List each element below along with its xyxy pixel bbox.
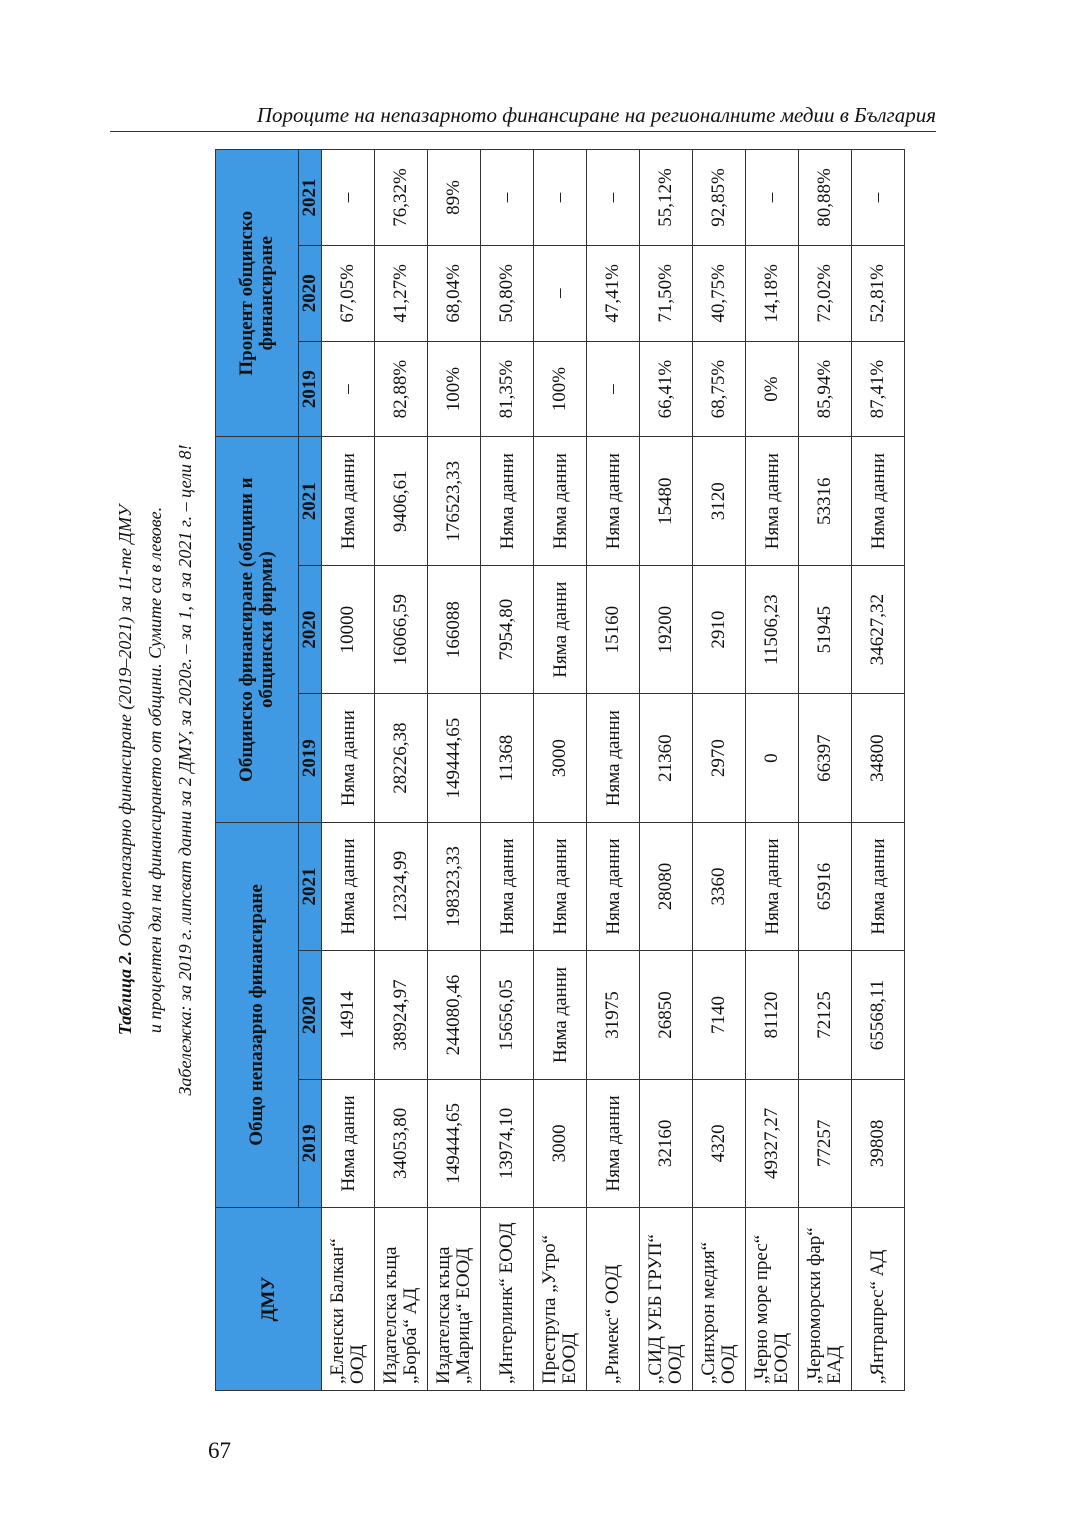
caption-title: Таблица 2. [115, 950, 135, 1036]
table-cell: 65568,11 [852, 951, 905, 1079]
running-head: Пороците на непазарното финансиране на регионалните медии в България [256, 103, 936, 127]
table-cell: Няма данни [587, 822, 640, 950]
header-row-groups [216, 150, 299, 1391]
table-cell: – [534, 150, 587, 246]
table-row [746, 150, 799, 1391]
table-cell: 50,80% [481, 245, 534, 341]
page-number: 67 [208, 1438, 231, 1463]
table-cell: Няма данни [852, 437, 905, 565]
table-cell: 12324,99 [375, 822, 428, 950]
table-cell: Няма данни [322, 437, 375, 565]
table-cell: 34627,32 [852, 565, 905, 693]
header-year: 2020 [299, 951, 322, 1079]
table-cell: 21360 [640, 694, 693, 822]
table-row [322, 150, 375, 1391]
header-rule [110, 131, 936, 132]
table-cell: 15160 [587, 565, 640, 693]
table-cell: 149444,65 [428, 1079, 481, 1207]
table-cell: Няма данни [746, 822, 799, 950]
table-cell: 7954,80 [481, 565, 534, 693]
table-cell: 3120 [693, 437, 746, 565]
table-cell: Няма данни [534, 822, 587, 950]
header-year: 2020 [299, 565, 322, 693]
table-cell: 65916 [799, 822, 852, 950]
table-row [428, 150, 481, 1391]
caption-line-2: и процентен дял на финансирането от общини. Сумите са в левове. [145, 506, 165, 1034]
table-cell: 0 [746, 694, 799, 822]
table-cell: 13974,10 [481, 1079, 534, 1207]
table-row [375, 150, 428, 1391]
table-cell: Няма данни [481, 437, 534, 565]
table-cell: 49327,27 [746, 1079, 799, 1207]
table-cell: 176523,33 [428, 437, 481, 565]
table-cell: Няма данни [534, 565, 587, 693]
table-cell: 77257 [799, 1079, 852, 1207]
table-cell: 32160 [640, 1079, 693, 1207]
table-cell: 9406,61 [375, 437, 428, 565]
table-cell: 68,75% [693, 341, 746, 437]
table-cell: 14,18% [746, 245, 799, 341]
header-year: 2020 [299, 245, 322, 341]
table-cell: 3000 [534, 694, 587, 822]
table-cell: Няма данни [746, 437, 799, 565]
table-cell: 38924,97 [375, 951, 428, 1079]
table-cell: Няма данни [322, 822, 375, 950]
cell-dmu-name: „СИД УЕБ ГРУП“ ООД [640, 1208, 693, 1391]
table-cell: 149444,65 [428, 694, 481, 822]
header-dmu: ДМУ [216, 1208, 322, 1391]
table-cell: 39808 [852, 1079, 905, 1207]
cell-dmu-name: „Черно море прес“ ЕООД [746, 1208, 799, 1391]
table-cell: 81,35% [481, 341, 534, 437]
table-cell: 87,41% [852, 341, 905, 437]
header-row-years [299, 150, 322, 1391]
table-cell: 68,04% [428, 245, 481, 341]
table-cell: Няма данни [322, 1079, 375, 1207]
table-cell: 244080,46 [428, 951, 481, 1079]
table-body [322, 150, 905, 1391]
table-row [852, 150, 905, 1391]
table-cell: 16066,59 [375, 565, 428, 693]
table-cell: 67,05% [322, 245, 375, 341]
table-cell: 92,85% [693, 150, 746, 246]
table-cell: 72,02% [799, 245, 852, 341]
table-cell: – [322, 341, 375, 437]
header-year: 2021 [299, 822, 322, 950]
cell-dmu-name: „Римекс“ ООД [587, 1208, 640, 1391]
cell-dmu-name: „Синхрон медия“ ООД [693, 1208, 746, 1391]
header-year: 2021 [299, 437, 322, 565]
cell-dmu-name: „Черноморски фар“ ЕАД [799, 1208, 852, 1391]
table-cell: 198323,33 [428, 822, 481, 950]
table-cell: – [481, 150, 534, 246]
table-cell: 40,75% [693, 245, 746, 341]
table-cell: 51945 [799, 565, 852, 693]
rotated-table-block [110, 149, 889, 1391]
table-cell: – [587, 150, 640, 246]
table-cell: 15480 [640, 437, 693, 565]
table-cell: Няма данни [587, 437, 640, 565]
table-cell: 80,88% [799, 150, 852, 246]
table-cell: 11506,23 [746, 565, 799, 693]
table-row [534, 150, 587, 1391]
table-row [481, 150, 534, 1391]
table-cell: Няма данни [481, 822, 534, 950]
caption-text: Общо непазарно финансиране (2019–2021) за 11-те ДМУ [115, 504, 135, 947]
table-cell: Няма данни [534, 951, 587, 1079]
table-cell: – [322, 150, 375, 246]
table-cell: 3000 [534, 1079, 587, 1207]
table-cell: 100% [534, 341, 587, 437]
table-cell: 34800 [852, 694, 905, 822]
table-cell: 31975 [587, 951, 640, 1079]
cell-dmu-name: Преструпа „Утро“ ЕООД [534, 1208, 587, 1391]
table-cell: 14914 [322, 951, 375, 1079]
table-cell: 4320 [693, 1079, 746, 1207]
table-cell: 66397 [799, 694, 852, 822]
table-cell: 15656,05 [481, 951, 534, 1079]
caption-note: Забележка: за 2019 г. липсват данни за 2 ДМУ, за 2020г. – за 1, а за 2021 г. – цели 8! [175, 444, 195, 1096]
table-cell: 76,32% [375, 150, 428, 246]
table-cell: 26850 [640, 951, 693, 1079]
cell-dmu-name: „Интерлинк“ ЕООД [481, 1208, 534, 1391]
header-group-total: Общо непазарно финансиране [216, 822, 299, 1207]
table-cell: 28080 [640, 822, 693, 950]
table-row [693, 150, 746, 1391]
table-cell: 3360 [693, 822, 746, 950]
table-cell: 0% [746, 341, 799, 437]
table-cell: Няма данни [852, 822, 905, 950]
table-cell: – [587, 341, 640, 437]
header-group-municipal: Общинско финансиране (общини и общински фирми) [216, 437, 299, 822]
cell-dmu-name: Издателска къща „Марица“ ЕООД [428, 1208, 481, 1391]
table-cell: 2970 [693, 694, 746, 822]
caption-line-1 [110, 149, 140, 1391]
table-cell: 66,41% [640, 341, 693, 437]
table-cell: 2910 [693, 565, 746, 693]
table-row [587, 150, 640, 1391]
table-cell: – [746, 150, 799, 246]
table-cell: 72125 [799, 951, 852, 1079]
table-cell: 7140 [693, 951, 746, 1079]
table-cell: 166088 [428, 565, 481, 693]
cell-dmu-name: „Еленски Балкан“ ООД [322, 1208, 375, 1391]
table-cell: 55,12% [640, 150, 693, 246]
table-cell: 47,41% [587, 245, 640, 341]
table-cell: – [534, 245, 587, 341]
table-cell: 89% [428, 150, 481, 246]
table-cell: Няма данни [587, 694, 640, 822]
header-year: 2021 [299, 150, 322, 246]
table-cell: Няма данни [322, 694, 375, 822]
table-cell: 19200 [640, 565, 693, 693]
table-cell: Няма данни [534, 437, 587, 565]
header-year: 2019 [299, 1079, 322, 1207]
table-cell: 11368 [481, 694, 534, 822]
table-cell: 85,94% [799, 341, 852, 437]
table-cell: 28226,38 [375, 694, 428, 822]
table-cell: 81120 [746, 951, 799, 1079]
table-cell: Няма данни [587, 1079, 640, 1207]
financing-table [215, 149, 905, 1391]
table-cell: 41,27% [375, 245, 428, 341]
table-cell: – [852, 150, 905, 246]
table-cell: 52,81% [852, 245, 905, 341]
table-cell: 53316 [799, 437, 852, 565]
table-cell: 100% [428, 341, 481, 437]
table-cell: 10000 [322, 565, 375, 693]
table-row [640, 150, 693, 1391]
table-cell: 34053,80 [375, 1079, 428, 1207]
table-cell: 82,88% [375, 341, 428, 437]
header-year: 2019 [299, 694, 322, 822]
table-cell: 71,50% [640, 245, 693, 341]
header-year: 2019 [299, 341, 322, 437]
table-row [799, 150, 852, 1391]
table-caption [110, 149, 200, 1391]
cell-dmu-name: Издателска къща „Борба“ АД [375, 1208, 428, 1391]
cell-dmu-name: „Янтрапрес“ АД [852, 1208, 905, 1391]
header-group-percent: Процент общинско финансиране [216, 150, 299, 437]
